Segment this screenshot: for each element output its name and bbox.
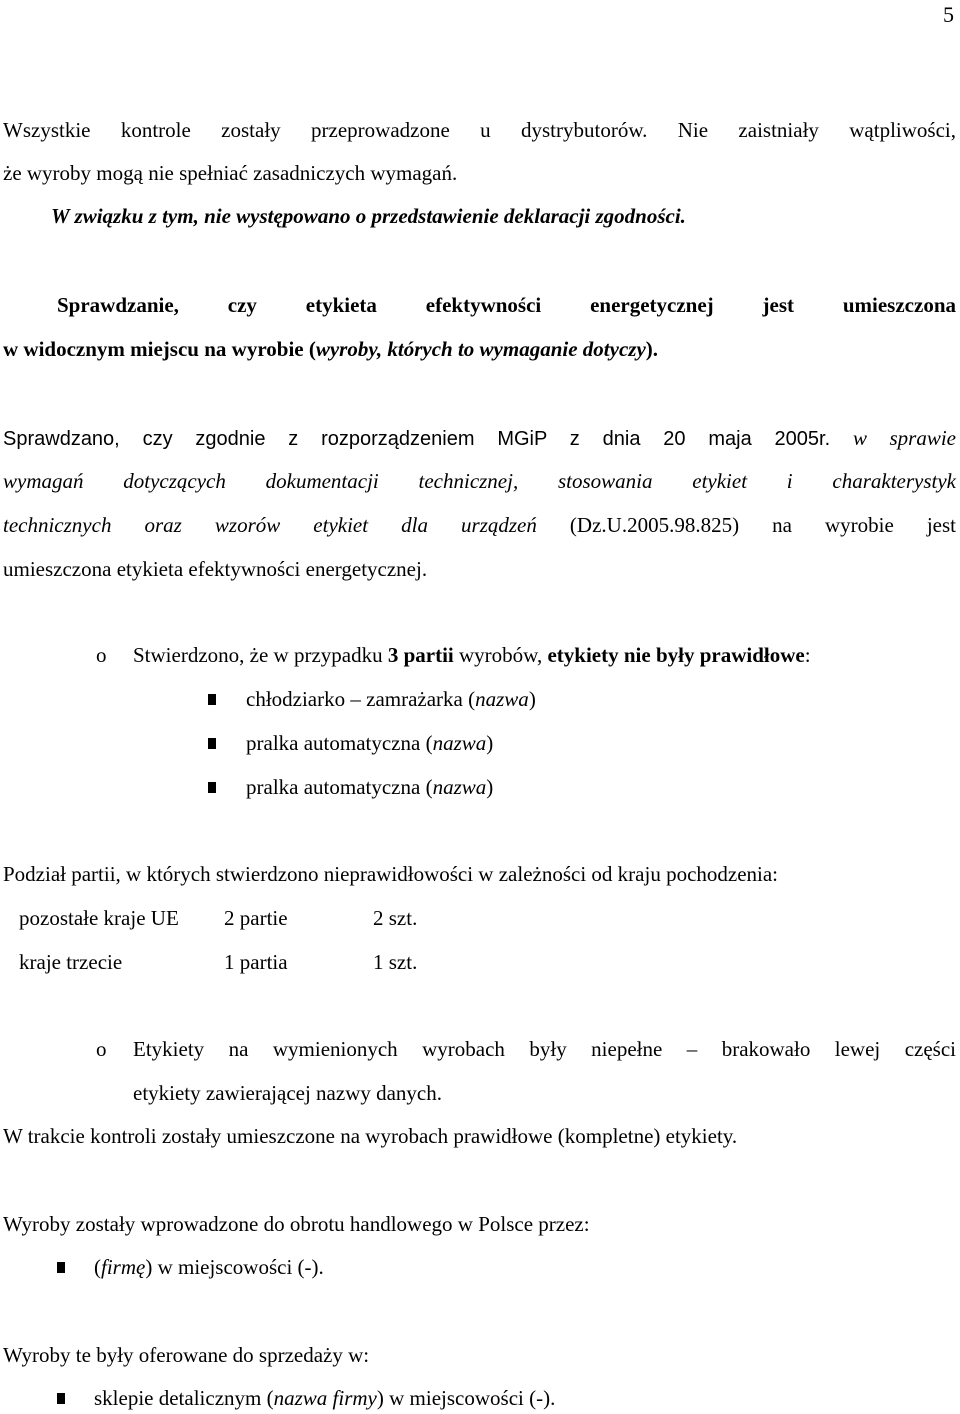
regulation-intro: Sprawdzano, czy zgodnie z rozporządzeniem MGiP z dnia 20 maja 2005r.: [3, 428, 831, 450]
section-heading-line-1: Sprawdzanie, czy etykieta efektywności energetycznej jest umieszczona: [57, 293, 956, 317]
division-intro: Podział partii, w których stwierdzono nieprawidłowości w zależności od kraju pochodzenia:: [3, 862, 779, 886]
square-bullet-icon: [57, 1393, 65, 1404]
product-name-close: ): [486, 731, 494, 755]
regulation-reference: (Dz.U.2005.98.825) na wyrobie jest: [569, 513, 957, 537]
table-cell-units: 1 szt.: [373, 950, 418, 974]
heading-italic-text: wyroby, których to wymaganie dotyczy: [315, 337, 646, 361]
product-name: pralka automatyczna (: [246, 731, 433, 755]
product-list-item: [246, 772, 493, 802]
declaration-note: W związku z tym, nie występowano o przedstawienie deklaracji zgodności.: [51, 204, 686, 228]
finding-text-c: wyrobów,: [453, 643, 548, 667]
product-name: pralka automatyczna (: [246, 775, 433, 799]
product-name-placeholder: nazwa: [432, 731, 487, 755]
square-bullet-icon: [208, 782, 216, 793]
product-name-close: ): [486, 775, 494, 799]
heading-end-text: ).: [645, 337, 659, 361]
product-name-placeholder: nazwa: [432, 775, 487, 799]
introducer-company-placeholder: firmę: [101, 1255, 146, 1279]
regulation-paragraph-line-1: [3, 423, 956, 454]
page-number: 5: [943, 2, 954, 27]
square-bullet-icon: [208, 694, 216, 705]
introducer-open: (: [94, 1255, 101, 1279]
heading-bold-text: w widocznym miejscu na wyrobie (: [3, 337, 316, 361]
finding-text-e: :: [804, 643, 811, 667]
finding-batch-count: 3 partii: [387, 643, 454, 667]
finding-incomplete-labels-line-1: Etykiety na wymienionych wyrobach były niepełne – brakowało lewej części: [133, 1037, 956, 1061]
finding-status: etykiety nie były prawidłowe: [547, 643, 805, 667]
offered-intro: Wyroby te były oferowane do sprzedaży w:: [3, 1343, 370, 1367]
introducer-location: ) w miejscowości (-).: [145, 1255, 324, 1279]
regulation-title-end: technicznych oraz wzorów etykiet dla urządzeń: [3, 513, 537, 537]
table-cell-region: pozostałe kraje UE: [19, 906, 179, 930]
finding-incomplete-labels-line-2: etykiety zawierającej nazwy danych.: [133, 1081, 443, 1105]
product-list-item: [246, 684, 536, 714]
product-list-item: [246, 728, 493, 758]
product-name-close: ): [528, 687, 536, 711]
table-cell-region: kraje trzecie: [19, 950, 123, 974]
regulation-paragraph-line-3: [3, 510, 956, 540]
table-cell-batches: 1 partia: [224, 950, 288, 974]
square-bullet-icon: [57, 1262, 65, 1273]
regulation-paragraph-line-2: wymagań dotyczących dokumentacji technicznej, stosowania etykiet i charakterystyk: [3, 469, 956, 493]
store-type: sklepie detalicznym (: [94, 1386, 274, 1410]
product-name-placeholder: nazwa: [475, 687, 529, 711]
store-name-placeholder: nazwa firmy: [273, 1386, 377, 1410]
store-location: ) w miejscowości (-).: [376, 1386, 556, 1410]
circle-bullet-icon: o: [96, 1037, 107, 1061]
product-name: chłodziarko – zamrażarka (: [246, 687, 476, 711]
table-cell-batches: 2 partie: [224, 906, 288, 930]
introducer-list-item: [94, 1252, 324, 1282]
introduced-intro: Wyroby zostały wprowadzone do obrotu handlowego w Polsce przez:: [3, 1212, 590, 1236]
square-bullet-icon: [208, 738, 216, 749]
paragraph-distributors-line-1: Wszystkie kontrole zostały przeprowadzone u dystrybutorów. Nie zaistniały wątpliwości,: [3, 118, 956, 142]
store-list-item: [94, 1383, 555, 1413]
correction-note: W trakcie kontroli zostały umieszczone na wyrobach prawidłowe (kompletne) etykiety.: [3, 1124, 738, 1148]
finding-text-a: Stwierdzono, że w przypadku: [133, 643, 388, 667]
regulation-title-start: w sprawie: [852, 426, 956, 450]
table-cell-units: 2 szt.: [373, 906, 418, 930]
circle-bullet-icon: o: [96, 643, 107, 667]
section-heading-line-2: [3, 334, 658, 364]
paragraph-distributors-line-2: że wyroby mogą nie spełniać zasadniczych wymagań.: [3, 161, 458, 185]
regulation-paragraph-line-4: umieszczona etykieta efektywności energetycznej.: [3, 557, 428, 581]
finding-incorrect-labels: [133, 640, 811, 670]
